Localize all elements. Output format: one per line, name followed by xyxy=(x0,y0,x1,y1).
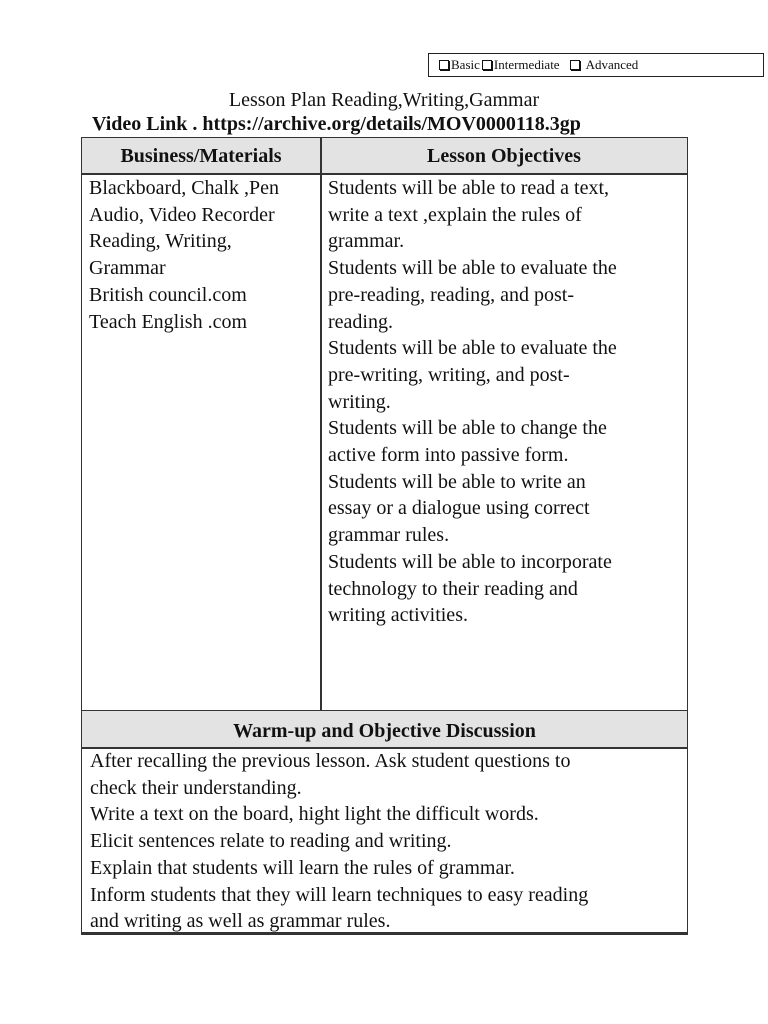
warmup-header: Warm-up and Objective Discussion xyxy=(82,711,687,747)
warmup-line: Write a text on the board, hight light the difficult words. xyxy=(90,803,539,826)
intermediate-checkbox[interactable] xyxy=(482,60,492,70)
objective-line: Students will be able to change the xyxy=(328,417,607,440)
objective-line: technology to their reading and xyxy=(328,577,578,600)
advanced-checkbox[interactable] xyxy=(570,60,580,70)
basic-label: Basic xyxy=(451,57,480,72)
level-selector xyxy=(428,53,764,77)
objective-line: reading. xyxy=(328,310,393,333)
materials-line: Reading, Writing, xyxy=(89,230,232,253)
materials-cell xyxy=(89,175,319,335)
objective-line: pre-reading, reading, and post- xyxy=(328,283,575,306)
warmup-line: Explain that students will learn the rules of grammar. xyxy=(90,856,515,879)
materials-line: Grammar xyxy=(89,257,166,280)
materials-line: British council.com xyxy=(89,283,247,306)
objective-line: Students will be able to write an xyxy=(328,470,586,493)
materials-line: Audio, Video Recorder xyxy=(89,203,275,226)
materials-line: Teach English .com xyxy=(89,310,247,333)
lesson-table xyxy=(81,137,688,935)
objective-line: essay or a dialogue using correct xyxy=(328,497,590,520)
video-link[interactable]: Video Link . https://archive.org/details/MOV0000118.3gp xyxy=(92,113,581,135)
objectives-cell xyxy=(328,175,686,629)
objective-line: grammar rules. xyxy=(328,524,450,547)
objective-line: Students will be able to evaluate the xyxy=(328,337,617,360)
objective-line: active form into passive form. xyxy=(328,444,569,467)
warmup-line: check their understanding. xyxy=(90,776,302,799)
warmup-line: After recalling the previous lesson. Ask student questions to xyxy=(90,750,571,772)
materials-header: Business/Materials xyxy=(82,138,320,174)
objectives-header: Lesson Objectives xyxy=(321,138,687,174)
warmup-line: Elicit sentences relate to reading and writing. xyxy=(90,830,452,853)
advanced-label: Advanced xyxy=(585,57,639,72)
page-title: Lesson Plan Reading,Writing,Gammar xyxy=(228,89,540,111)
intermediate-label: Intermediate xyxy=(493,57,560,72)
objective-line: Students will be able to read a text, xyxy=(328,177,610,199)
warmup-line: Inform students that they will learn techniques to easy reading xyxy=(90,883,589,906)
objective-line: pre-writing, writing, and post- xyxy=(328,363,570,386)
objective-line: grammar. xyxy=(328,230,405,253)
warmup-cell xyxy=(90,748,685,935)
warmup-line: and writing as well as grammar rules. xyxy=(90,910,391,933)
objective-line: Students will be able to incorporate xyxy=(328,550,612,573)
materials-line: Blackboard, Chalk ,Pen xyxy=(89,177,279,199)
objective-line: writing. xyxy=(328,390,391,413)
objective-line: Students will be able to evaluate the xyxy=(328,257,617,280)
objective-line: writing activities. xyxy=(328,604,468,627)
basic-checkbox[interactable] xyxy=(439,60,449,70)
objective-line: write a text ,explain the rules of xyxy=(328,203,582,226)
